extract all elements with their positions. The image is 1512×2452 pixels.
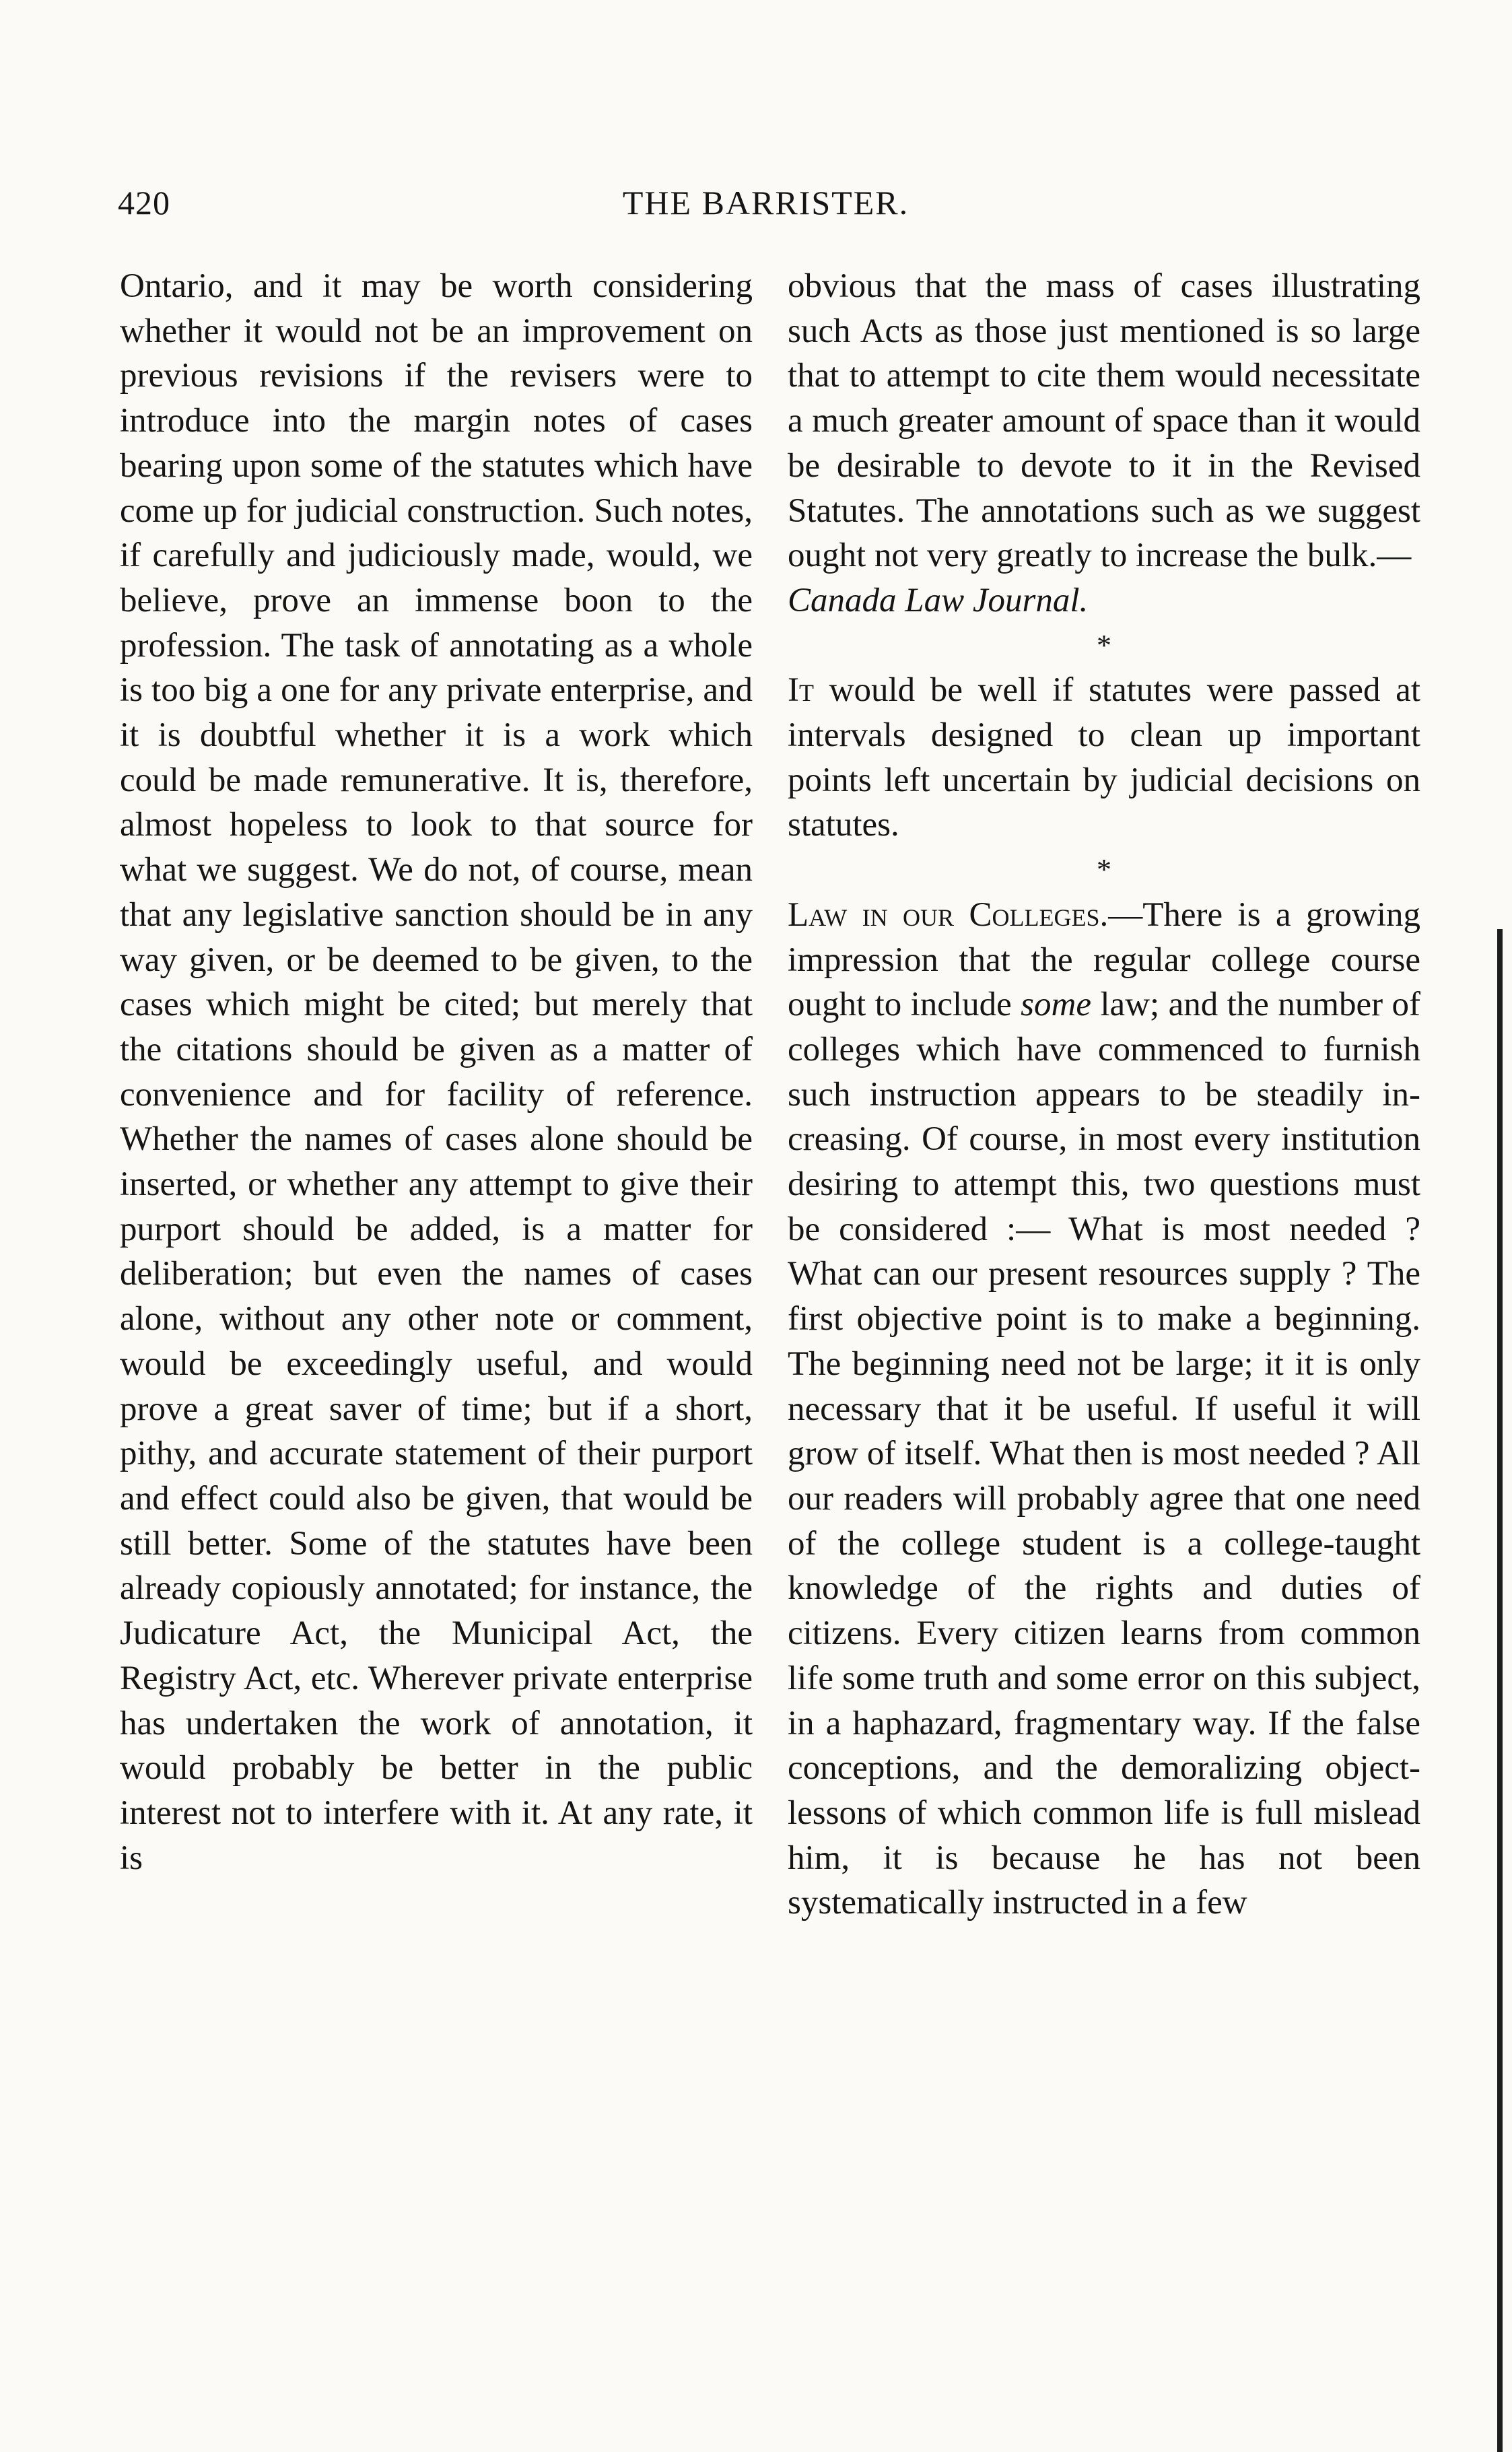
right-column-paragraph-2: [788, 668, 1420, 848]
paragraph-1-text: obvious that the mass of cases illustrating such Acts as those just mentioned is so large that to attempt to cite them would necessitate a much greater amount of space than it would be desirable to devote to it in the Revised Statutes. The annotations such as we suggest ought not very greatly to increase the bulk.—: [788, 267, 1420, 575]
paragraph-3-text-b: law; and the number of colleges which have commenced to furnish such instruction appears to be steadily increasing. Of course, in most every institution desiring to attempt this, two questions must be considered :— What is most needed ? What can our present resources supply ? The first objective point is to make a beginning. The beginning need not be large; it it is only necessary that it be useful. If useful it will grow of itself. What then is most needed ? All our readers will probably agree that one need of the college student is a college-taught knowledge of the rights and duties of citizens. Every citizen learns from common life some truth and some error on this subject, in a haphazard, fragmentary way. If the false conceptions, and the demoralizing object-lessons of which common life is full mislead him, it is because he has not been systematically instructed in a few: [788, 986, 1420, 1922]
section-separator-1: *: [1097, 628, 1111, 662]
right-column-paragraph-3: [788, 893, 1420, 1926]
scan-edge-rule: [1497, 929, 1503, 2452]
paragraph-3-emphasis: some: [1021, 986, 1091, 1024]
section-heading-law-in-colleges: Law in our Colleges.: [788, 895, 1109, 934]
left-column-paragraph: Ontario, and it may be worth considering whether it would not be an improvement on previous revisions if the revisers were to introduce into the margin notes of cases bearing upon some of the statutes which have come up for judicial construction. Such notes, if carefully and judiciously made, would, we believe, prove an immense boon to the profession. The task of annotating as a whole is too big a one for any private enterprise, and it is doubtful whether it is a work which could be made remunerative. It is, therefore, almost hopeless to look to that source for what we suggest. We do not, of course, mean that any legislative sanction should be in any way given, or be deemed to be given, to the cases which might be cited; but merely that the citations should be given as a matter of convenience and for facility of reference. Whether the names of cases alone should be inserted, or whether any attempt to give their purport should be added, is a matter for deliberation; but even the names of cases alone, without any other note or comment, would be exceedingly useful, and would prove a great saver of time; but if a short, pithy, and accurate statement of their purport and effect could also be given, that would be still better. Some of the statutes have been already copiously annotated; for instance, the Judicature Act, the Municipal Act, the Registry Act, etc. Wherever private enterprise has undertaken the work of annotation, it would probably be better in the public interest not to interfere with it. At any rate, it is: [120, 267, 753, 1877]
paragraph-2-text: would be well if statutes were passed at intervals designed to clean up important points left uncertain by judicial decisions on statutes.: [788, 671, 1420, 844]
section-separator-2: *: [1097, 853, 1111, 887]
paragraph-2-lead: It: [788, 671, 814, 710]
right-column-paragraph-1: [788, 264, 1420, 623]
running-head: THE BARRISTER.: [622, 184, 909, 222]
source-citation: Canada Law Journal.: [788, 581, 1089, 619]
page-number: 420: [118, 184, 170, 222]
right-column: [788, 264, 1420, 1926]
paragraph-3-text-a: —There is a growing impression that the regular college course ought to include: [788, 895, 1420, 1024]
page-header: [118, 183, 1414, 230]
left-column: [120, 264, 753, 1880]
